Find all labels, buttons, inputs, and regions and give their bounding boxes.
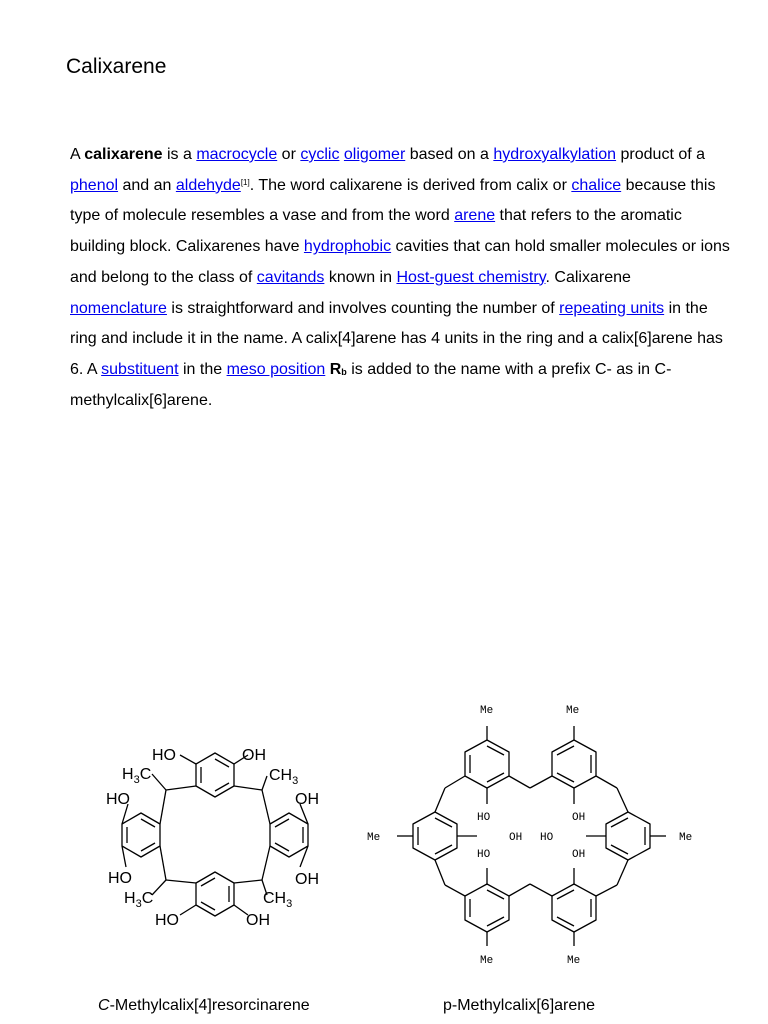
intro-text: or <box>277 146 301 163</box>
link-host-guest-chemistry[interactable]: Host-guest chemistry <box>396 268 546 286</box>
label-ch3-bot-ch: CH <box>263 890 287 907</box>
label-h3c-bot-h: H <box>124 890 136 907</box>
label-oh-bottom: OH <box>246 912 270 929</box>
label-me-bottom-right: Me <box>567 955 581 967</box>
resorcinarene-structure-figure <box>100 740 330 940</box>
link-hydroxyalkylation[interactable]: hydroxyalkylation <box>493 146 617 163</box>
label-me-right: Me <box>679 832 693 844</box>
link-nomenclature[interactable]: nomenclature <box>70 299 167 317</box>
label-me-top-right: Me <box>566 705 580 717</box>
label-ho-top: HO <box>152 747 176 764</box>
intro-paragraph <box>70 140 730 416</box>
link-meso-position[interactable]: meso position <box>226 360 326 378</box>
link-cyclic[interactable]: cyclic <box>300 146 340 163</box>
calix6arene-structure-figure <box>360 700 705 970</box>
link-repeating-units[interactable]: repeating units <box>559 299 665 317</box>
caption-italic-prefix: C <box>98 997 110 1014</box>
label-ch3-top-ch: CH <box>269 767 293 784</box>
label-oh-right-bottom: OH <box>295 871 319 888</box>
link-macrocycle[interactable]: macrocycle <box>196 146 278 163</box>
intro-text: is added to the name with a prefix C- as in C-methylcalix[6]arene. <box>70 360 672 409</box>
resorcinarene-structure-drawing <box>100 740 330 940</box>
page-title: Calixarene <box>66 55 167 78</box>
label-ho-bottom-left: HO <box>477 849 491 861</box>
link-substituent[interactable]: substituent <box>101 360 179 378</box>
intro-text: product of a <box>616 146 706 163</box>
term-calixarene: calixarene <box>84 146 163 163</box>
intro-text: and an <box>118 176 176 194</box>
link-arene[interactable]: arene <box>454 207 496 225</box>
label-h3c-bottom <box>124 890 153 910</box>
intro-text: based on a <box>405 146 494 163</box>
symbol-rb <box>330 361 347 378</box>
label-h3c-bot-3: 3 <box>135 898 142 910</box>
link-chalice[interactable]: chalice <box>571 176 622 194</box>
caption-calix6arene: p-Methylcalix[6]arene <box>443 997 596 1014</box>
label-oh-top: OH <box>242 747 266 764</box>
caption-resorcinarene <box>98 996 310 1016</box>
label-ho-mid-right: HO <box>540 832 554 844</box>
label-oh-top-right: OH <box>572 812 586 824</box>
label-ho-top-left: HO <box>477 812 491 824</box>
label-oh-bottom-right: OH <box>572 849 586 861</box>
intro-text: in the <box>178 360 227 378</box>
label-oh-right-top: OH <box>295 791 319 808</box>
intro-text: is a <box>162 146 197 163</box>
symbol-r: R <box>329 360 342 378</box>
intro-text: in the ring and include it in the name. A calix[4]arene has 4 units in the ring and a calix[6]arene has 6. A <box>70 299 723 378</box>
label-h3c-top-3: 3 <box>133 774 140 786</box>
intro-text: that refers to the aromatic building block. Calixarenes have <box>70 207 682 256</box>
link-hydrophobic[interactable]: hydrophobic <box>303 238 392 256</box>
label-me-bottom-left: Me <box>480 955 494 967</box>
label-ho-bottom: HO <box>155 912 179 929</box>
caption-left-text: -Methylcalix[4]resorcinarene <box>109 997 310 1014</box>
label-h3c-top <box>122 766 151 786</box>
symbol-b-subscript: b <box>341 366 347 377</box>
label-ch3-bottom <box>263 890 292 910</box>
label-ch3-top-3: 3 <box>292 775 299 787</box>
label-me-top-left: Me <box>480 705 494 717</box>
label-ho-left-top: HO <box>106 791 130 808</box>
calix6arene-structure-drawing <box>360 700 705 970</box>
intro-text: A <box>70 146 85 163</box>
link-phenol[interactable]: phenol <box>70 176 119 194</box>
label-h3c-top-c: C <box>139 766 152 783</box>
intro-text: known in <box>324 268 397 286</box>
reference-marker[interactable]: [1] <box>240 177 250 187</box>
label-oh-mid-left: OH <box>509 832 523 844</box>
label-h3c-top-h: H <box>122 766 134 783</box>
intro-text: . Calixarene <box>545 268 631 286</box>
label-me-left: Me <box>367 832 381 844</box>
intro-text: cavities that can hold smaller molecules or ions and belong to the class of <box>70 238 730 286</box>
link-aldehyde[interactable]: aldehyde <box>175 176 241 194</box>
intro-text: because this type of molecule resembles a vase and from the word <box>70 176 716 225</box>
intro-text: . The word calixarene is derived from calix or <box>249 176 572 194</box>
label-h3c-bot-c: C <box>141 890 154 907</box>
label-ch3-top <box>269 767 298 787</box>
link-oligomer[interactable]: oligomer <box>343 146 406 163</box>
label-ho-left-bottom: HO <box>108 870 132 887</box>
link-cavitands[interactable]: cavitands <box>256 268 325 286</box>
intro-text: is straightforward and involves counting the number of <box>166 299 560 317</box>
label-ch3-bot-3: 3 <box>286 898 293 910</box>
